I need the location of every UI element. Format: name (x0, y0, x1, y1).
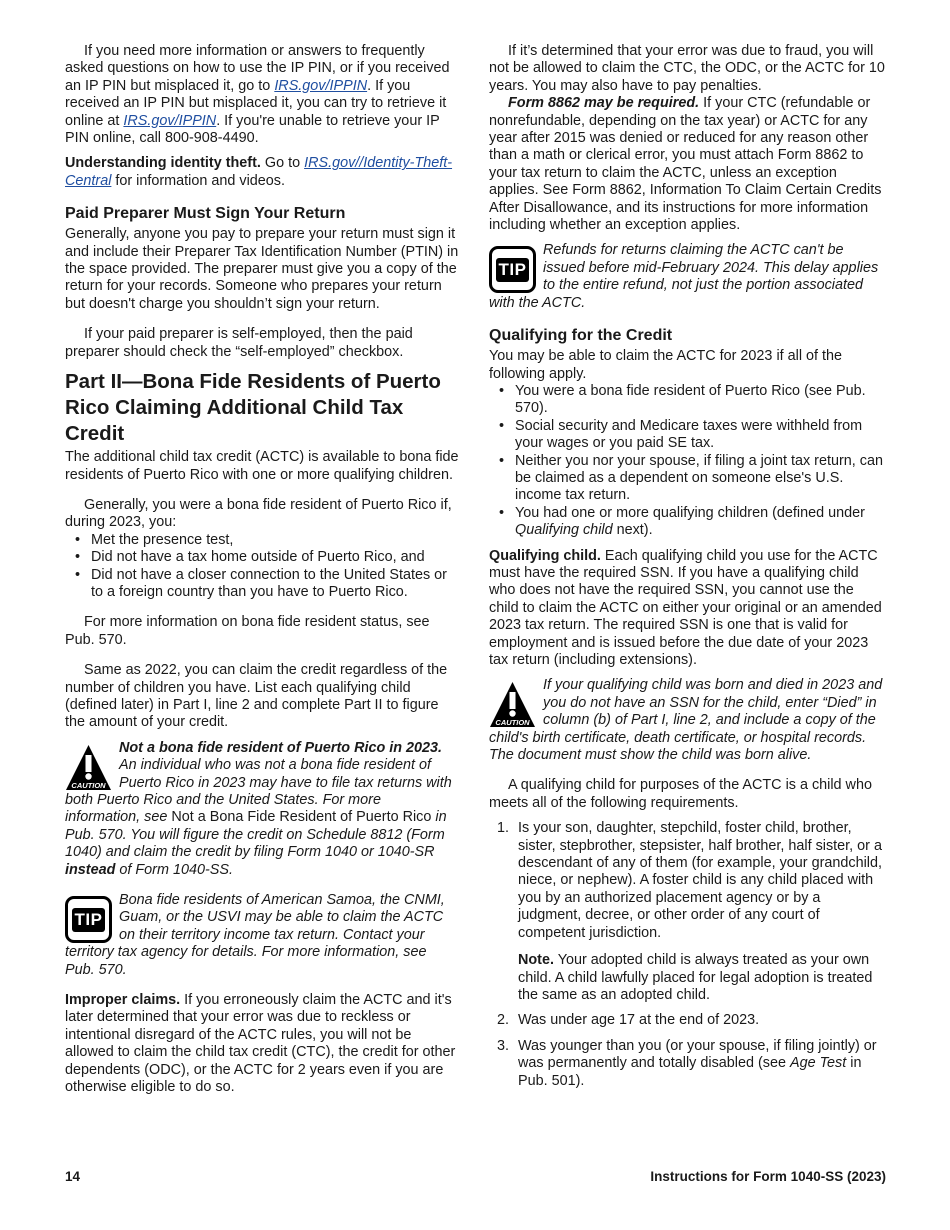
fraud-paragraph: If it’s determined that your error was due to fraud, you will not be allowed to claim the CTC, the ODC, or the ACTC for 10 years. You may also have to pay penalties. (489, 43, 885, 94)
caution-callout-born-died (489, 677, 886, 764)
right-column (489, 43, 886, 1090)
qualifying-intro: You may be able to claim the ACTC for 2023 if all of the following apply. (489, 348, 843, 382)
list-item: 3. Was younger than you (or your spouse, if filing jointly) or was permanently and totally disabled (see Age Test in Pub. 501). (497, 1037, 877, 1089)
credit-regardless-paragraph: Same as 2022, you can claim the credit regardless of the number of children you have. List each qualifying child (defined later) in Part I, line 2 and complete Part II to figure the amount of your credit. (65, 662, 448, 731)
list-item: • Social security and Medicare taxes were withheld from your wages or you paid SE tax. (489, 418, 886, 453)
part2-heading: Part II—Bona Fide Residents of Puerto Rico Claiming Additional Child Tax Credit (65, 370, 441, 446)
improper-claims-paragraph: Improper claims. If you erroneously claim the ACTC and it's later determined that your error was due to reckless or intentional disregard of the ACTC rules, you will not be allowed to claim the child tax credit (CTC), the credit for other dependents (ODC), or the ACTC for 2 years even if you are otherwise eligible to do so. (65, 992, 456, 1096)
paid-preparer-heading: Paid Preparer Must Sign Your Return (65, 205, 346, 223)
caution-icon (65, 744, 112, 791)
page-number: 14 (65, 1169, 81, 1184)
requirements-list (489, 820, 886, 942)
requirements-list-cont (489, 1012, 886, 1090)
document-title: Instructions for Form 1040-SS (2023) (650, 1169, 886, 1184)
list-item: • Did not have a closer connection to the United States or to a foreign country than you have to Puerto Rico. (65, 567, 460, 602)
tip-callout-territories (65, 892, 460, 979)
left-column (65, 43, 460, 1097)
svg-text:CAUTION: CAUTION (495, 718, 530, 728)
bona-fide-list (65, 532, 460, 602)
self-employed-paragraph: If your paid preparer is self-employed, then the paid preparer should check the “self-employed” checkbox. (65, 326, 413, 360)
tip-text: Refunds for returns claiming the ACTC can't be issued before mid-February 2024. This delay applies to the entire refund, not just the portion associated with the ACTC. (489, 242, 879, 311)
list-item: • Did not have a tax home outside of Puerto Rico, and (65, 549, 460, 566)
list-item: 2. Was under age 17 at the end of 2023. (497, 1012, 760, 1029)
identity-theft-paragraph: Understanding identity theft. Go to IRS.gov//Identity-Theft-Central for information and videos. (65, 155, 453, 189)
caution-text: Not a bona fide resident of Puerto Rico in 2023. An individual who was not a bona fide resident of Puerto Rico in 2023 may have to file tax returns with both Puerto Rico and the United States. For more information, see Not a Bona Fide Resident of Puerto Rico in Pub. 570. You will figure the credit on Schedule 8812 (Form 1040) and claim the credit by filing Form 1040 or 1040-SR instead of Form 1040-SS. (65, 739, 452, 878)
list-item: • Neither you nor your spouse, if filing a joint tax return, can be claimed as a dependent on someone else's U.S. income tax return. (489, 453, 886, 505)
qualifying-child-paragraph: Qualifying child. Each qualifying child you use for the ACTC must have the required SSN. If you have a qualifying child who does not have the required SSN, you cannot use the child to claim the ACTC on either your original or an amended 2023 tax return. The required SSN is one that is valid for employment and is issued before the due date of your 2023 tax return (including extensions). (489, 547, 882, 668)
qualifying-credit-heading: Qualifying for the Credit (489, 327, 673, 345)
ippin-paragraph: If you need more information or answers to frequently asked questions on how to use the IP PIN, or if you received an IP PIN but misplaced it, go to IRS.gov/IPPIN. If you received an IP PIN but misplaced it, you can try to retrieve it online at IRS.gov/IPPIN. If you're unable to retrieve your IP PIN online, call 800-908-4490. (65, 43, 450, 147)
list-item: • You had one or more qualifying children (defined under Qualifying child next). (489, 505, 886, 540)
list-item: • Met the presence test, (65, 532, 460, 549)
ippin-link-retrieve[interactable]: IRS.gov/IPPIN (123, 112, 217, 129)
improper-claims-heading: Improper claims. (65, 992, 181, 1009)
list-item: 1. Is your son, daughter, stepchild, foster child, brother, sister, stepbrother, stepsister, half brother, half sister, or a descendant of any of them (for example, your grandchild, niece, or nephew). A foster child is any child placed with you by an authorized placement agency or by a judgment, decree, or other order of any court of competent jurisdiction. (497, 820, 882, 941)
ippin-link[interactable]: IRS.gov/IPPIN (274, 77, 368, 94)
bona-fide-paragraph: Generally, you were a bona fide resident of Puerto Rico if, during 2023, you: (65, 496, 452, 531)
identity-theft-link[interactable]: IRS.gov//Identity-Theft-Central (65, 155, 453, 189)
qualifying-child-heading: Qualifying child. (489, 547, 601, 564)
form8862-heading: Form 8862 may be required. (508, 95, 700, 112)
requirements-intro: A qualifying child for purposes of the ACTC is a child who meets all of the following requirements. (489, 777, 872, 811)
list-item: • You were a bona fide resident of Puerto Rico (see Pub. 570). (489, 383, 886, 418)
note-heading: Note. (518, 952, 554, 969)
paid-preparer-paragraph: Generally, anyone you pay to prepare your return must sign it and include their Preparer Tax Identification Number (PTIN) in the space provided. The preparer must give you a copy of the return for your records. Someone who prepares your return but doesn't charge you shouldn’t sign your return. (65, 226, 459, 312)
tip-callout-refunds (489, 242, 886, 312)
adopted-child-note: Note. Your adopted child is always treated as your own child. A child lawfully placed for legal adoption is treated the same as an adopted child. (518, 952, 873, 1003)
tip-text: Bona fide residents of American Samoa, the CNMI, Guam, or the USVI may be able to claim the ACTC on their territory income tax return. Contact your territory tax agency for details. For more information, see Pub. 570. (65, 892, 445, 978)
caution-text: If your qualifying child was born and died in 2023 and you do not have an SSN for the child, enter “Died” in column (b) of Part I, line 2, and include a copy of the child's birth certificate, death certificate, or hospital records. The document must show the child was born alive. (489, 677, 883, 764)
identity-theft-heading: Understanding identity theft. (65, 155, 261, 172)
caution-callout-not-resident (65, 740, 460, 879)
form8862-paragraph: Form 8862 may be required. If your CTC (refundable or nonrefundable, depending on the tax year) or ACTC for any year after 2015 was denied or reduced for any reason other than a math or clerical error, you must attach Form 8862 to your tax return to claim the ACTC, unless an exception applies. See Form 8862, Information To Claim Certain Credits After Disallowance, and its instructions for more information including whether an exception applies. (489, 95, 882, 234)
caution-icon (489, 681, 536, 728)
bona-fide-status-paragraph: For more information on bona fide resident status, see Pub. 570. (65, 614, 430, 648)
tip-icon: TIP (489, 246, 536, 293)
svg-text:CAUTION: CAUTION (71, 780, 106, 790)
actc-intro-paragraph: The additional child tax credit (ACTC) is available to bona fide residents of Puerto Rico with one or more qualifying children. (65, 449, 459, 483)
tip-icon: TIP (65, 896, 112, 943)
qualifying-list (489, 383, 886, 540)
